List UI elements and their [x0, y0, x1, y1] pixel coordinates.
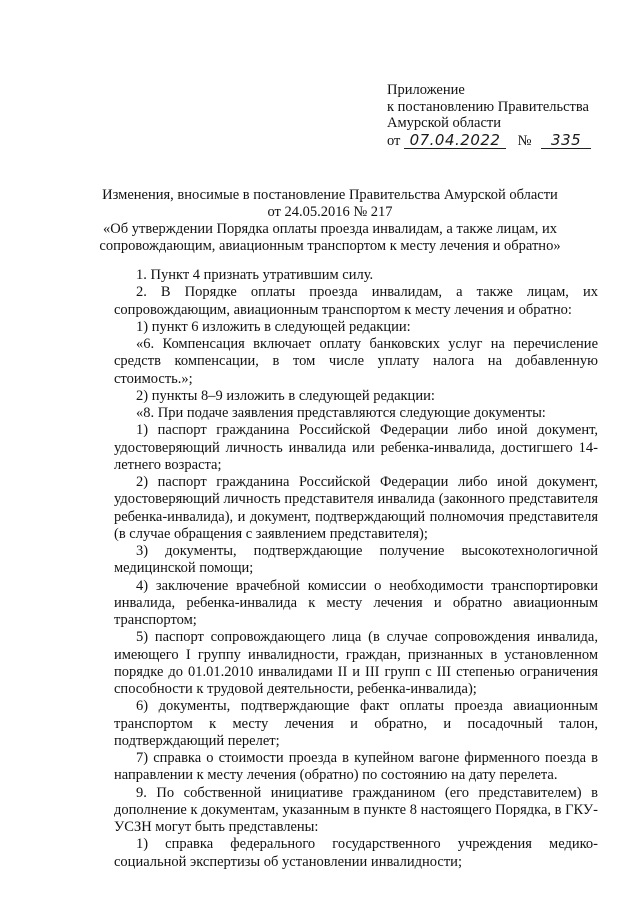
appendix-reference: к постановлению Правительства	[387, 98, 589, 115]
paragraph-doc-5: 5) паспорт сопровождающего лица (в случае сопровождения инвалида, имеющего I группу инвалидности, граждан, признанных в установленном порядке до 01.01.2010 инвалидами II и III групп с III степенью ограничения способности к трудовой деятельности, ребенка-инвалида);	[114, 629, 598, 697]
paragraph-item-2: 2. В Порядке оплаты проезда инвалидам, а также лицам, их сопровождающим, авиационным транспортом к месту лечения и обратно:	[114, 284, 598, 318]
title-line-2: от 24.05.2016 № 217	[267, 204, 393, 220]
paragraph-doc-2: 2) паспорт гражданина Российской Федерации либо иной документ, удостоверяющий личность представителя инвалида (законного представителя ребенка-инвалида), и документ, подтверждающий полномочия представителя (в случае обращения с заявлением представителя);	[114, 474, 598, 542]
paragraph-item-1: 1. Пункт 4 признать утратившим силу.	[136, 267, 374, 283]
paragraph-point-6: «6. Компенсация включает оплату банковских услуг на перечисление средств компенсации, в том числе уплату налога на добавленную стоимость.»;	[114, 336, 598, 387]
handwritten-number: 335	[541, 133, 591, 149]
paragraph-point-9: 9. По собственной инициативе гражданином (его представителем) в дополнение к документам, указанным в пункте 8 настоящего Порядка, в ГКУ-УСЗН могут быть представлены:	[114, 784, 598, 835]
title-line-1: Изменения, вносимые в постановление Правительства Амурской области	[102, 187, 558, 203]
appendix-region: Амурской области	[387, 115, 501, 131]
title-line-4: сопровождающим, авиационным транспортом к месту лечения и обратно»	[99, 238, 561, 254]
document-body	[114, 267, 598, 871]
appendix-label: Приложение	[387, 82, 465, 98]
paragraph-sub-1: 1) пункт 6 изложить в следующей редакции:	[136, 318, 411, 335]
date-prefix: от	[387, 132, 401, 149]
appendix-date-number	[387, 130, 617, 150]
paragraph-doc-1: 1) паспорт гражданина Российской Федерации либо иной документ, удостоверяющий личность инвалида или ребенка-инвалида, достигшего 14-летнего возраста;	[114, 422, 598, 473]
paragraph-doc-6: 6) документы, подтверждающие факт оплаты проезда авиационным транспортом к месту лечения и обратно, и посадочный талон, подтверждающий перелет;	[114, 698, 598, 749]
title-line-3: «Об утверждении Порядка оплаты проезда инвалидам, а также лицам, их	[103, 221, 557, 237]
document-title	[60, 187, 600, 255]
paragraph-point-8: «8. При подаче заявления представляются следующие документы:	[136, 405, 546, 421]
paragraph-doc-7: 7) справка о стоимости проезда в купейном вагоне фирменного поезда в направлении к месту лечения (обратно) по состоянию на дату перелета.	[114, 750, 598, 784]
paragraph-extra-1: 1) справка федерального государственного учреждения медико-социальной экспертизы об установлении инвалидности;	[114, 836, 598, 870]
number-sign: №	[517, 132, 532, 149]
paragraph-doc-3: 3) документы, подтверждающие получение высокотехнологичной медицинской помощи;	[114, 543, 598, 577]
paragraph-sub-2: 2) пункты 8–9 изложить в следующей редакции:	[136, 387, 435, 404]
appendix-header	[387, 82, 617, 149]
handwritten-date: 07.04.2022	[404, 133, 506, 149]
paragraph-doc-4: 4) заключение врачебной комиссии о необходимости транспортировки инвалида, ребенка-инвалида к месту лечения и обратно авиационным транспортом;	[114, 577, 598, 628]
